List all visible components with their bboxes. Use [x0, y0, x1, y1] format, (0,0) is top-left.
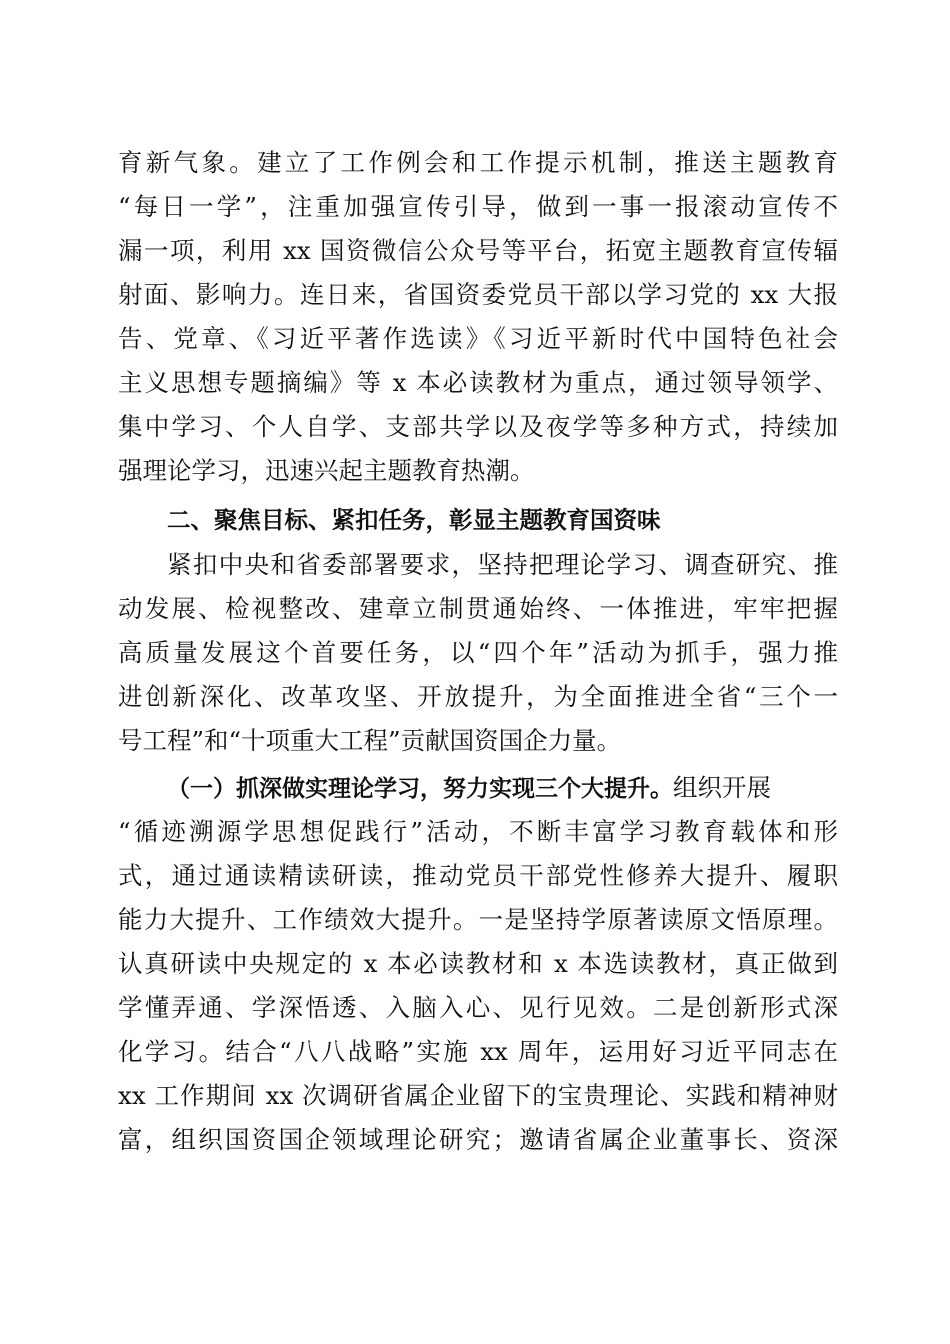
paragraph-line: 动发展、检视整改、建章立制贯通始终、一体推进，牢牢把握 [118, 594, 838, 623]
subsection-line [167, 766, 838, 810]
paragraph-line: “每日一学”，注重加强宣传引导，做到一事一报滚动宣传不 [118, 192, 838, 221]
paragraph-line: 式，通过通读精读研读，推动党员干部党性修养大提升、履职 [118, 861, 838, 890]
section-heading: 二、聚焦目标、紧扣任务，彰显主题教育国资味 [167, 506, 661, 534]
paragraph-line: 育新气象。建立了工作例会和工作提示机制，推送主题教育 [118, 148, 838, 177]
paragraph-line: 主义思想专题摘编》等 x 本必读教材为重点，通过领导领学、 [118, 368, 838, 397]
paragraph-line: 化学习。结合“八八战略”实施 xx 周年，运用好习近平同志在 [118, 1037, 838, 1066]
paragraph-line: 富，组织国资国企领域理论研究；邀请省属企业董事长、资深 [118, 1125, 838, 1154]
paragraph-line: 能力大提升、工作绩效大提升。一是坚持学原著读原文悟原理。 [118, 905, 838, 934]
subsection-text: 组织开展 [673, 773, 771, 802]
paragraph-line: 强理论学习，迅速兴起主题教育热潮。 [118, 456, 535, 485]
paragraph-line: 高质量发展这个首要任务，以“四个年”活动为抓手，强力推 [118, 638, 838, 667]
paragraph-line: “循迹溯源学思想促践行”活动，不断丰富学习教育载体和形 [118, 817, 838, 846]
paragraph-line: 认真研读中央规定的 x 本必读教材和 x 本选读教材，真正做到 [118, 949, 838, 978]
paragraph-line: 进创新深化、改革攻坚、开放提升，为全面推进全省“三个一 [118, 682, 838, 711]
paragraph-line: 号工程”和“十项重大工程”贡献国资国企力量。 [118, 726, 622, 755]
paragraph-line: xx 工作期间 xx 次调研省属企业留下的宝贵理论、实践和精神财 [118, 1081, 838, 1110]
paragraph-line: 集中学习、个人自学、支部共学以及夜学等多种方式，持续加 [118, 412, 838, 441]
subsection-title: （一）抓深做实理论学习，努力实现三个大提升。 [167, 776, 673, 802]
paragraph-line: 漏一项，利用 xx 国资微信公众号等平台，拓宽主题教育宣传辐 [118, 236, 838, 265]
paragraph-line: 告、党章、《习近平著作选读》《习近平新时代中国特色社会 [118, 324, 838, 353]
paragraph-line: 射面、影响力。连日来，省国资委党员干部以学习党的 xx 大报 [118, 280, 838, 309]
paragraph-line: 学懂弄通、学深悟透、入脑入心、见行见效。二是创新形式深 [118, 993, 838, 1022]
paragraph-line: 紧扣中央和省委部署要求，坚持把理论学习、调查研究、推 [167, 550, 838, 579]
